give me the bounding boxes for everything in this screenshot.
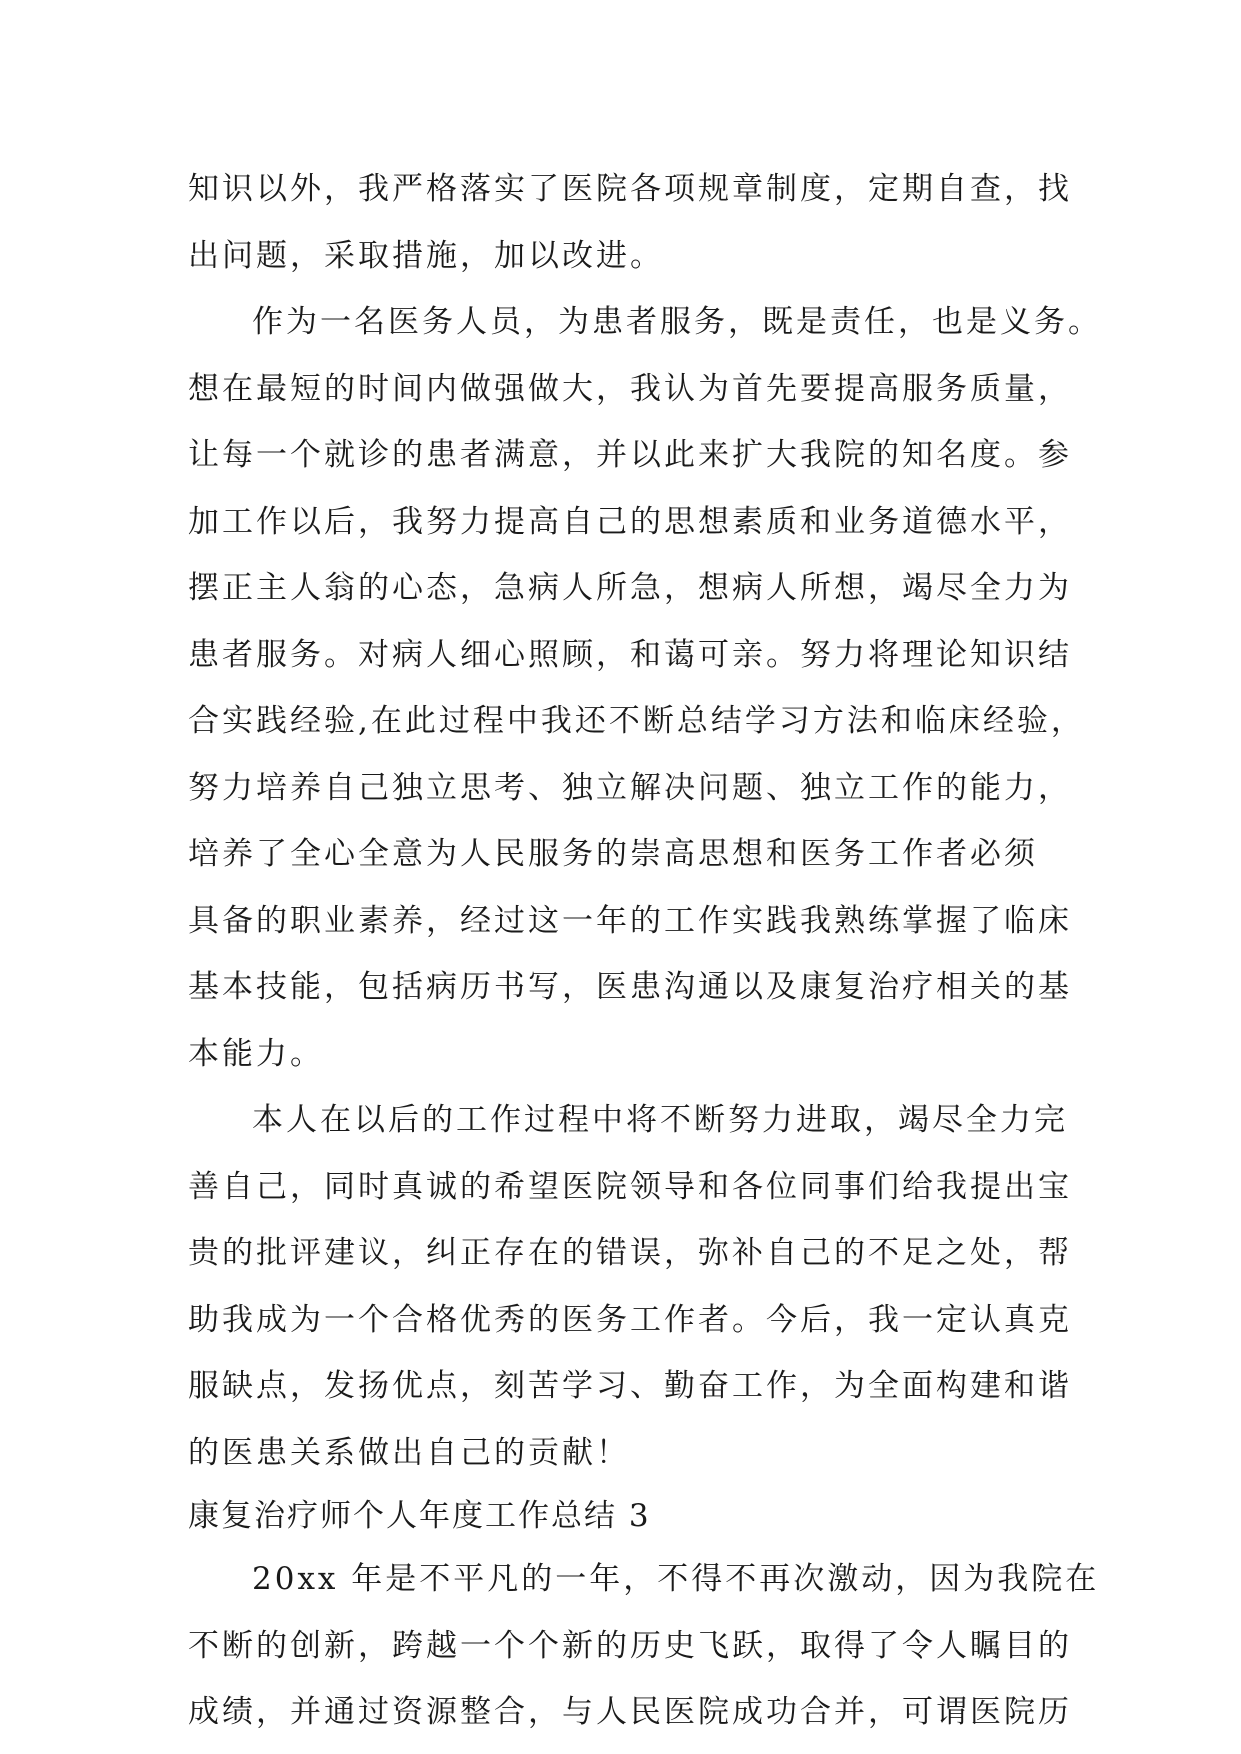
text-line: 基本技能，包括病历书写，医患沟通以及康复治疗相关的基 xyxy=(188,969,1072,1005)
paragraph xyxy=(188,289,1102,1087)
text-line: 合实践经验,在此过程中我还不断总结学习方法和临床经验， xyxy=(188,703,1085,739)
document-body xyxy=(188,156,1102,1746)
text-line: 善自己，同时真诚的希望医院领导和各位同事们给我提出宝 xyxy=(188,1168,1072,1205)
text-line: 作为一名医务人员，为患者服务，既是责任，也是义务。 xyxy=(252,304,1102,340)
paragraph xyxy=(188,1087,1072,1486)
text-line: 知识以外，我严格落实了医院各项规章制度，定期自查，找 xyxy=(188,171,1072,207)
text-line: 努力培养自己独立思考、独立解决问题、独立工作的能力， xyxy=(188,769,1072,806)
text-line: 加工作以后，我努力提高自己的思想素质和业务道德水平， xyxy=(188,503,1072,540)
text-line: 培养了全心全意为人民服务的崇高思想和医务工作者必须 xyxy=(188,836,1038,872)
text-line: 患者服务。对病人细心照顾，和蔼可亲。努力将理论知识结 xyxy=(188,636,1072,673)
text-line: 助我成为一个合格优秀的医务工作者。今后，我一定认真克 xyxy=(188,1301,1072,1338)
text-line: 服缺点，发扬优点，刻苦学习、勤奋工作，为全面构建和谐 xyxy=(188,1368,1072,1404)
text-line: 让每一个就诊的患者满意，并以此来扩大我院的知名度。参 xyxy=(188,437,1072,473)
text-line: 成绩，并通过资源整合，与人民医院成功合并，可谓医院历 xyxy=(188,1694,1072,1730)
paragraph xyxy=(188,1546,1100,1746)
text-line: 的医患关系做出自己的贡献！ xyxy=(188,1434,630,1471)
text-line: 出问题，采取措施，加以改进。 xyxy=(188,237,664,274)
text-line: 想在最短的时间内做强做大，我认为首先要提高服务质量， xyxy=(188,370,1072,407)
text-line: 本人在以后的工作过程中将不断努力进取，竭尽全力完 xyxy=(252,1102,1068,1138)
text-line: 20xx 年是不平凡的一年，不得不再次激动，因为我院在 xyxy=(252,1561,1100,1597)
section-heading: 康复治疗师个人年度工作总结 3 xyxy=(188,1498,651,1534)
text-line: 本能力。 xyxy=(188,1035,324,1072)
text-line: 具备的职业素养，经过这一年的工作实践我熟练掌握了临床 xyxy=(188,902,1072,939)
text-line: 不断的创新，跨越一个个新的历史飞跃，取得了令人瞩目的 xyxy=(188,1627,1072,1664)
text-line: 摆正主人翁的心态，急病人所急，想病人所想，竭尽全力为 xyxy=(188,570,1072,606)
text-line: 贵的批评建议，纠正存在的错误，弥补自己的不足之处，帮 xyxy=(188,1235,1072,1271)
paragraph xyxy=(188,156,1072,289)
